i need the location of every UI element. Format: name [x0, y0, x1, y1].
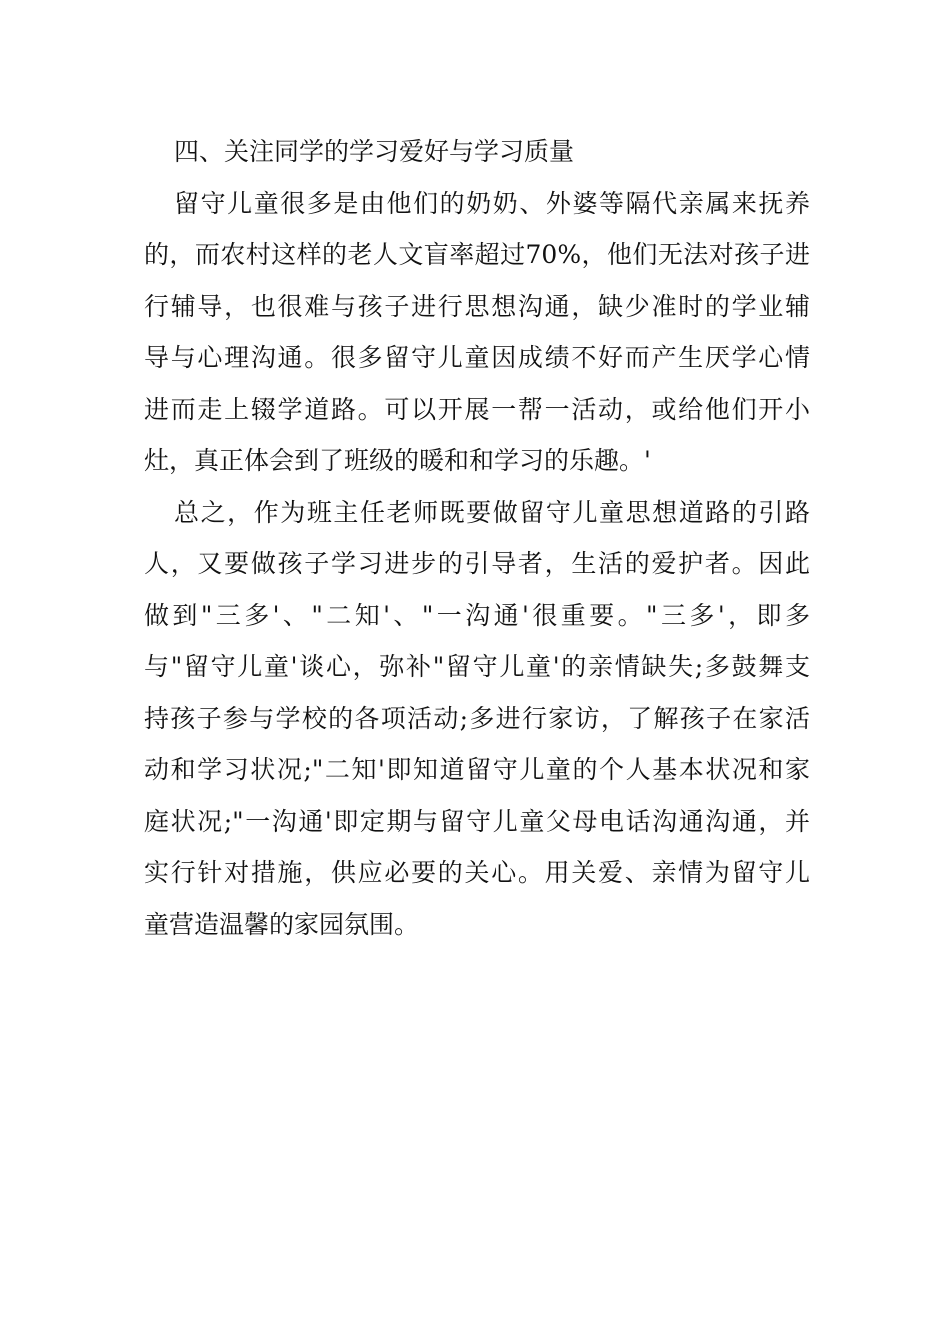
paragraph-line: 行辅导，也很难与孩子进行思想沟通，缺少准时的学业辅 [144, 291, 810, 321]
paragraph-line: 童营造温馨的家园氛围。 [144, 909, 420, 939]
paragraph-2 [144, 487, 810, 951]
paragraph-line: 的，而农村这样的老人文盲率超过70%，他们无法对孩子进 [144, 240, 810, 269]
paragraph-line: 庭状况;"一沟通'即定期与留守儿童父母电话沟通沟通，并 [144, 806, 810, 836]
paragraph-line: 与"留守儿童'谈心，弥补"留守儿童'的亲情缺失;多鼓舞支 [144, 652, 810, 681]
paragraph-line: 导与心理沟通。很多留守儿童因成绩不好而产生厌学心情 [144, 343, 810, 372]
paragraph-line: 灶，真正体会到了班级的暖和和学习的乐趣。' [144, 446, 651, 475]
paragraph-line: 动和学习状况;"二知'即知道留守儿童的个人基本状况和家 [144, 755, 810, 784]
section-heading: 四、关注同学的学习爱好与学习质量 [174, 137, 575, 166]
paragraph-line: 做到"三多'、"二知'、"一沟通'很重要。"三多'，即多 [144, 600, 810, 630]
document-body [144, 126, 810, 950]
paragraph-line: 实行针对措施，供应必要的关心。用关爱、亲情为留守儿 [144, 858, 810, 887]
paragraph-line: 留守儿童很多是由他们的奶奶、外婆等隔代亲属来抚养 [174, 188, 810, 218]
paragraph-1 [144, 178, 810, 487]
paragraph-line: 总之，作为班主任老师既要做留守儿童思想道路的引路 [174, 497, 810, 527]
paragraph-line: 持孩子参与学校的各项活动;多进行家访，了解孩子在家活 [144, 703, 810, 733]
paragraph-line: 进而走上辍学道路。可以开展一帮一活动，或给他们开小 [144, 394, 810, 424]
paragraph-line: 人，又要做孩子学习进步的引导者，生活的爱护者。因此 [144, 549, 810, 578]
